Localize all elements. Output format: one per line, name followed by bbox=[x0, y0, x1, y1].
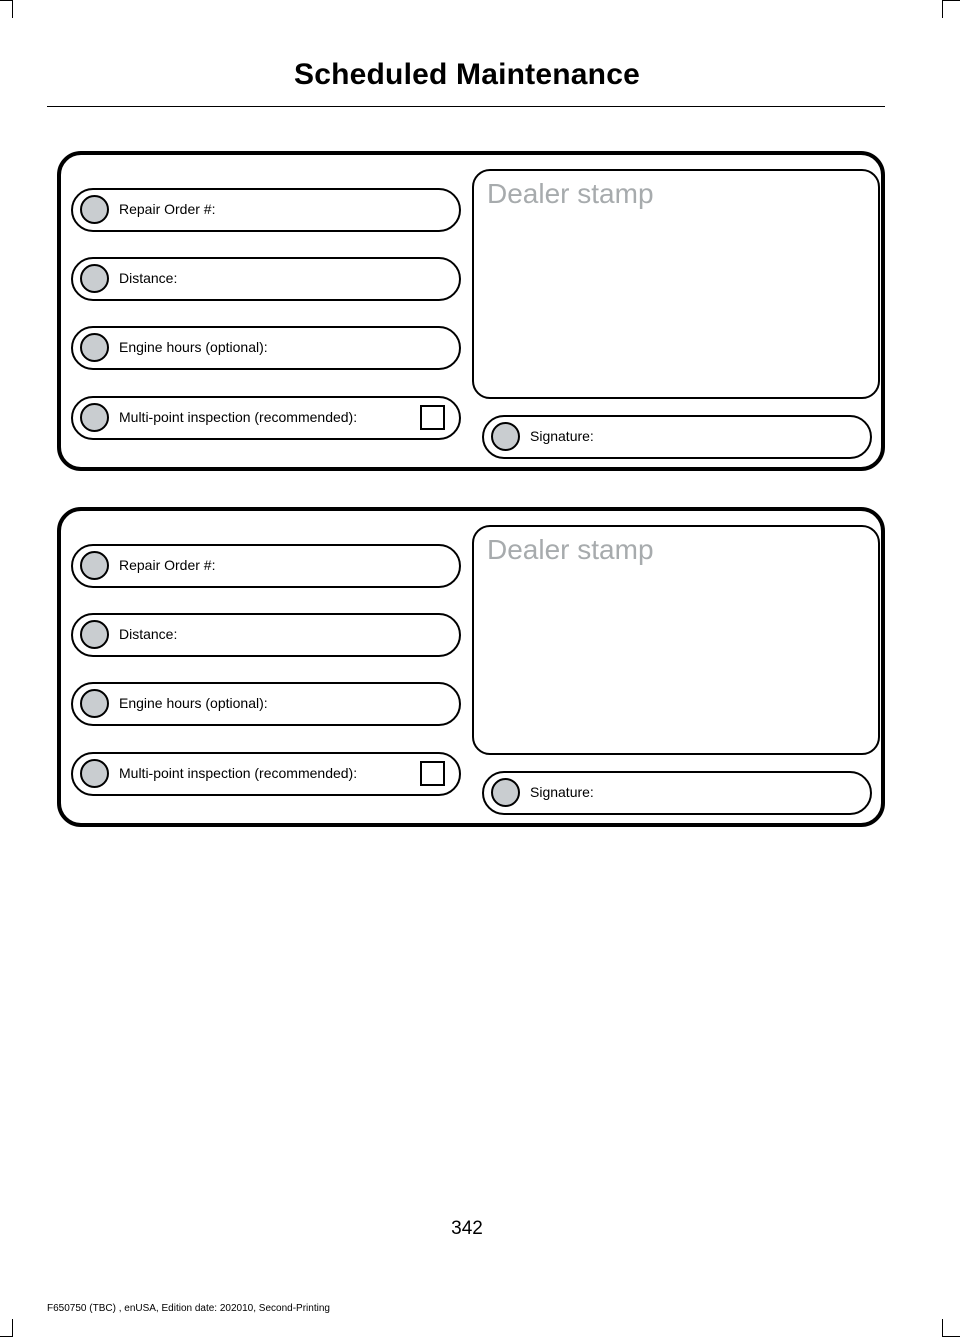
bullet-icon bbox=[491, 778, 520, 807]
footer-text: F650750 (TBC) , enUSA, Edition date: 202010, Second-Printing bbox=[47, 1303, 330, 1314]
crop-mark bbox=[12, 0, 13, 18]
engine-hours-field[interactable] bbox=[71, 682, 461, 726]
title-rule bbox=[47, 106, 885, 107]
crop-mark bbox=[942, 0, 943, 18]
distance-label: Distance: bbox=[119, 626, 178, 642]
distance-label: Distance: bbox=[119, 270, 178, 286]
page-title: Scheduled Maintenance bbox=[294, 58, 640, 91]
signature-label: Signature: bbox=[530, 784, 594, 800]
bullet-icon bbox=[80, 403, 109, 432]
repair-order-field[interactable] bbox=[71, 188, 461, 232]
maintenance-record-card bbox=[57, 151, 885, 471]
bullet-icon bbox=[491, 422, 520, 451]
dealer-stamp-box bbox=[472, 525, 880, 755]
inspection-label: Multi-point inspection (recommended): bbox=[119, 409, 358, 425]
bullet-icon bbox=[80, 620, 109, 649]
repair-order-label: Repair Order #: bbox=[119, 557, 216, 573]
engine-hours-label: Engine hours (optional): bbox=[119, 695, 268, 711]
bullet-icon bbox=[80, 759, 109, 788]
engine-hours-label: Engine hours (optional): bbox=[119, 339, 268, 355]
distance-field[interactable] bbox=[71, 613, 461, 657]
inspection-label: Multi-point inspection (recommended): bbox=[119, 765, 358, 781]
bullet-icon bbox=[80, 689, 109, 718]
page-number: 342 bbox=[451, 1218, 483, 1239]
crop-mark bbox=[943, 0, 960, 1]
dealer-stamp-label: Dealer stamp bbox=[487, 534, 654, 565]
signature-field[interactable] bbox=[482, 771, 872, 815]
repair-order-field[interactable] bbox=[71, 544, 461, 588]
dealer-stamp-label: Dealer stamp bbox=[487, 178, 654, 209]
bullet-icon bbox=[80, 195, 109, 224]
bullet-icon bbox=[80, 551, 109, 580]
inspection-checkbox[interactable] bbox=[420, 405, 445, 430]
crop-mark bbox=[12, 1319, 13, 1337]
bullet-icon bbox=[80, 264, 109, 293]
engine-hours-field[interactable] bbox=[71, 326, 461, 370]
inspection-field bbox=[71, 752, 461, 796]
signature-field[interactable] bbox=[482, 415, 872, 459]
crop-mark bbox=[0, 0, 12, 1]
signature-label: Signature: bbox=[530, 428, 594, 444]
distance-field[interactable] bbox=[71, 257, 461, 301]
dealer-stamp-box bbox=[472, 169, 880, 399]
inspection-checkbox[interactable] bbox=[420, 761, 445, 786]
repair-order-label: Repair Order #: bbox=[119, 201, 216, 217]
bullet-icon bbox=[80, 333, 109, 362]
crop-mark bbox=[942, 1319, 943, 1337]
maintenance-record-card bbox=[57, 507, 885, 827]
inspection-field bbox=[71, 396, 461, 440]
